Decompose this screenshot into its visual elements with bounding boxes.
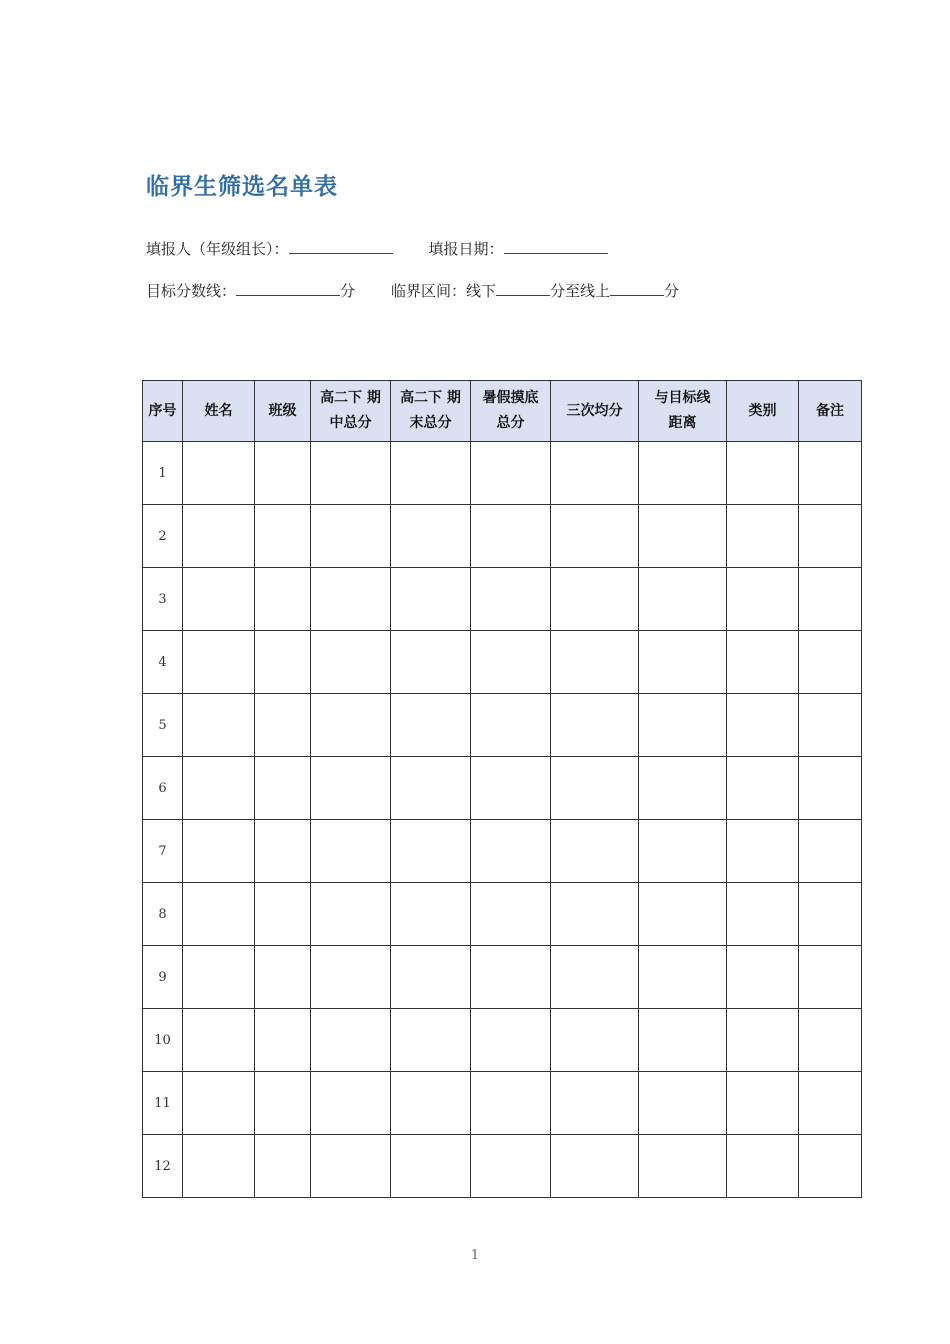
table-cell[interactable] [551,505,639,568]
table-cell[interactable] [799,1009,862,1072]
table-cell[interactable] [551,568,639,631]
range-mid: 分至线上 [550,282,611,300]
target-unit: 分 [340,282,356,300]
row-number: 9 [143,946,183,1009]
table-cell[interactable] [551,694,639,757]
table-cell[interactable] [311,883,391,946]
table-cell[interactable] [639,820,727,883]
table-cell[interactable] [727,820,799,883]
table-cell[interactable] [255,631,311,694]
row-number: 5 [143,694,183,757]
table-cell[interactable] [255,757,311,820]
table-cell[interactable] [255,1135,311,1198]
table-cell[interactable] [471,505,551,568]
table-cell[interactable] [471,820,551,883]
row-number: 6 [143,757,183,820]
table-cell[interactable] [639,946,727,1009]
table-cell[interactable] [471,883,551,946]
table-cell[interactable] [471,694,551,757]
table-cell[interactable] [183,1072,255,1135]
page-number: 1 [470,1248,480,1263]
column-header-text: 末总分 [409,415,452,431]
table-cell[interactable] [639,757,727,820]
table-cell[interactable] [311,568,391,631]
column-header-text: 距离 [668,415,697,431]
date-blank[interactable] [504,238,608,254]
table-cell[interactable] [311,1072,391,1135]
table-cell[interactable] [551,757,639,820]
table-cell[interactable] [551,820,639,883]
header-row [143,381,862,442]
table-cell[interactable] [639,505,727,568]
table-row [143,946,862,1009]
table-cell[interactable] [727,1135,799,1198]
table-cell[interactable] [391,883,471,946]
table-cell[interactable] [311,442,391,505]
table-cell[interactable] [551,1009,639,1072]
table-cell[interactable] [799,505,862,568]
column-header-text: 与目标线 [654,390,711,406]
table-cell[interactable] [183,631,255,694]
column-header [311,381,391,442]
column-header-text: 类别 [748,402,777,419]
table-cell[interactable] [639,631,727,694]
range-label: 临界区间：线下 [391,282,497,300]
table-cell[interactable] [551,442,639,505]
target-label: 目标分数线： [146,282,237,300]
table-cell[interactable] [311,631,391,694]
table-cell[interactable] [551,883,639,946]
table-body [143,442,862,1198]
table-cell[interactable] [799,631,862,694]
table-cell[interactable] [255,1072,311,1135]
table-cell[interactable] [183,442,255,505]
row-number: 1 [143,442,183,505]
table-cell[interactable] [311,757,391,820]
column-header-text: 序号 [148,402,177,419]
screening-table [142,380,862,1198]
column-header-text: 高二下 期 [400,390,461,406]
table-cell[interactable] [391,946,471,1009]
row-number: 11 [143,1072,183,1135]
column-header-text: 总分 [496,415,525,431]
table-cell[interactable] [391,757,471,820]
target-blank[interactable] [236,280,340,296]
table-cell[interactable] [727,757,799,820]
table-row [143,568,862,631]
table-cell[interactable] [391,631,471,694]
table-cell[interactable] [799,442,862,505]
page-title: 临界生筛选名单表 [146,174,338,200]
table-cell[interactable] [727,1009,799,1072]
table-cell[interactable] [391,505,471,568]
table-row [143,631,862,694]
row-number: 12 [143,1135,183,1198]
row-number: 2 [143,505,183,568]
row-number: 10 [143,1009,183,1072]
table-row [143,694,862,757]
table-cell[interactable] [551,946,639,1009]
table-row [143,1072,862,1135]
filler-line [146,238,608,259]
table-cell[interactable] [799,1135,862,1198]
table-row [143,820,862,883]
table-cell[interactable] [471,442,551,505]
table-cell[interactable] [183,1135,255,1198]
table-cell[interactable] [471,1009,551,1072]
table-cell[interactable] [639,442,727,505]
column-header-text: 班级 [268,402,297,419]
row-number: 3 [143,568,183,631]
table-cell[interactable] [471,946,551,1009]
table-cell[interactable] [471,757,551,820]
table-cell[interactable] [727,442,799,505]
column-header-text: 姓名 [204,402,233,419]
table-cell[interactable] [727,631,799,694]
table-cell[interactable] [727,505,799,568]
table-cell[interactable] [183,883,255,946]
table-cell[interactable] [183,568,255,631]
table-cell[interactable] [391,442,471,505]
table-cell[interactable] [471,568,551,631]
filler-label: 填报人（年级组长）： [146,240,289,258]
table-cell[interactable] [311,694,391,757]
table-row [143,1135,862,1198]
row-number: 4 [143,631,183,694]
date-label: 填报日期： [428,240,504,258]
table-cell[interactable] [391,568,471,631]
table-cell[interactable] [471,1135,551,1198]
table-cell[interactable] [799,946,862,1009]
table-cell[interactable] [639,883,727,946]
column-header-text: 三次均分 [566,402,623,419]
filler-blank[interactable] [289,238,393,254]
table-cell[interactable] [183,820,255,883]
table-cell[interactable] [639,694,727,757]
table-cell[interactable] [391,820,471,883]
table-row [143,757,862,820]
table-cell[interactable] [183,1009,255,1072]
column-header [255,381,311,442]
table-cell[interactable] [183,694,255,757]
table-cell[interactable] [727,1072,799,1135]
table-cell[interactable] [727,568,799,631]
table-cell[interactable] [639,568,727,631]
column-header [471,381,551,442]
table-cell[interactable] [639,1072,727,1135]
table-cell[interactable] [311,1135,391,1198]
column-header [391,381,471,442]
table-cell[interactable] [391,1009,471,1072]
table-cell[interactable] [311,820,391,883]
table-cell[interactable] [727,946,799,1009]
column-header-text: 备注 [816,402,844,419]
table-cell[interactable] [255,820,311,883]
table-cell[interactable] [183,946,255,1009]
table-cell[interactable] [255,442,311,505]
table-cell[interactable] [799,568,862,631]
table-cell[interactable] [799,757,862,820]
table-cell[interactable] [799,820,862,883]
table-cell[interactable] [799,883,862,946]
column-header-text: 暑假摸底 [482,390,539,406]
column-header [639,381,727,442]
column-header [799,381,862,442]
table-cell[interactable] [727,883,799,946]
table-cell[interactable] [391,1072,471,1135]
column-header [551,381,639,442]
table-cell[interactable] [311,1009,391,1072]
table-cell[interactable] [255,568,311,631]
table-cell[interactable] [311,505,391,568]
column-header-text: 高二下 期 [320,390,381,406]
column-header [143,381,183,442]
table-cell[interactable] [391,694,471,757]
column-header [183,381,255,442]
table-row [143,442,862,505]
table-cell[interactable] [255,505,311,568]
table-cell[interactable] [311,946,391,1009]
row-number: 8 [143,883,183,946]
table-cell[interactable] [799,1072,862,1135]
table-row [143,505,862,568]
table-cell[interactable] [183,757,255,820]
range-upper-blank[interactable] [610,280,664,296]
table-cell[interactable] [255,694,311,757]
table-cell[interactable] [551,1072,639,1135]
table-cell[interactable] [639,1009,727,1072]
table-cell[interactable] [799,694,862,757]
table-cell[interactable] [727,694,799,757]
range-end: 分 [664,282,680,300]
table-cell[interactable] [639,1135,727,1198]
column-header [727,381,799,442]
target-line [146,280,679,301]
row-number: 7 [143,820,183,883]
range-lower-blank[interactable] [496,280,550,296]
table-cell[interactable] [471,631,551,694]
table-cell[interactable] [255,946,311,1009]
table-cell[interactable] [391,1135,471,1198]
table-cell[interactable] [255,883,311,946]
table-row [143,1009,862,1072]
table-cell[interactable] [183,505,255,568]
column-header-text: 中总分 [329,415,372,431]
table-cell[interactable] [551,1135,639,1198]
table-cell[interactable] [255,1009,311,1072]
table-cell[interactable] [471,1072,551,1135]
table-cell[interactable] [551,631,639,694]
table-row [143,883,862,946]
